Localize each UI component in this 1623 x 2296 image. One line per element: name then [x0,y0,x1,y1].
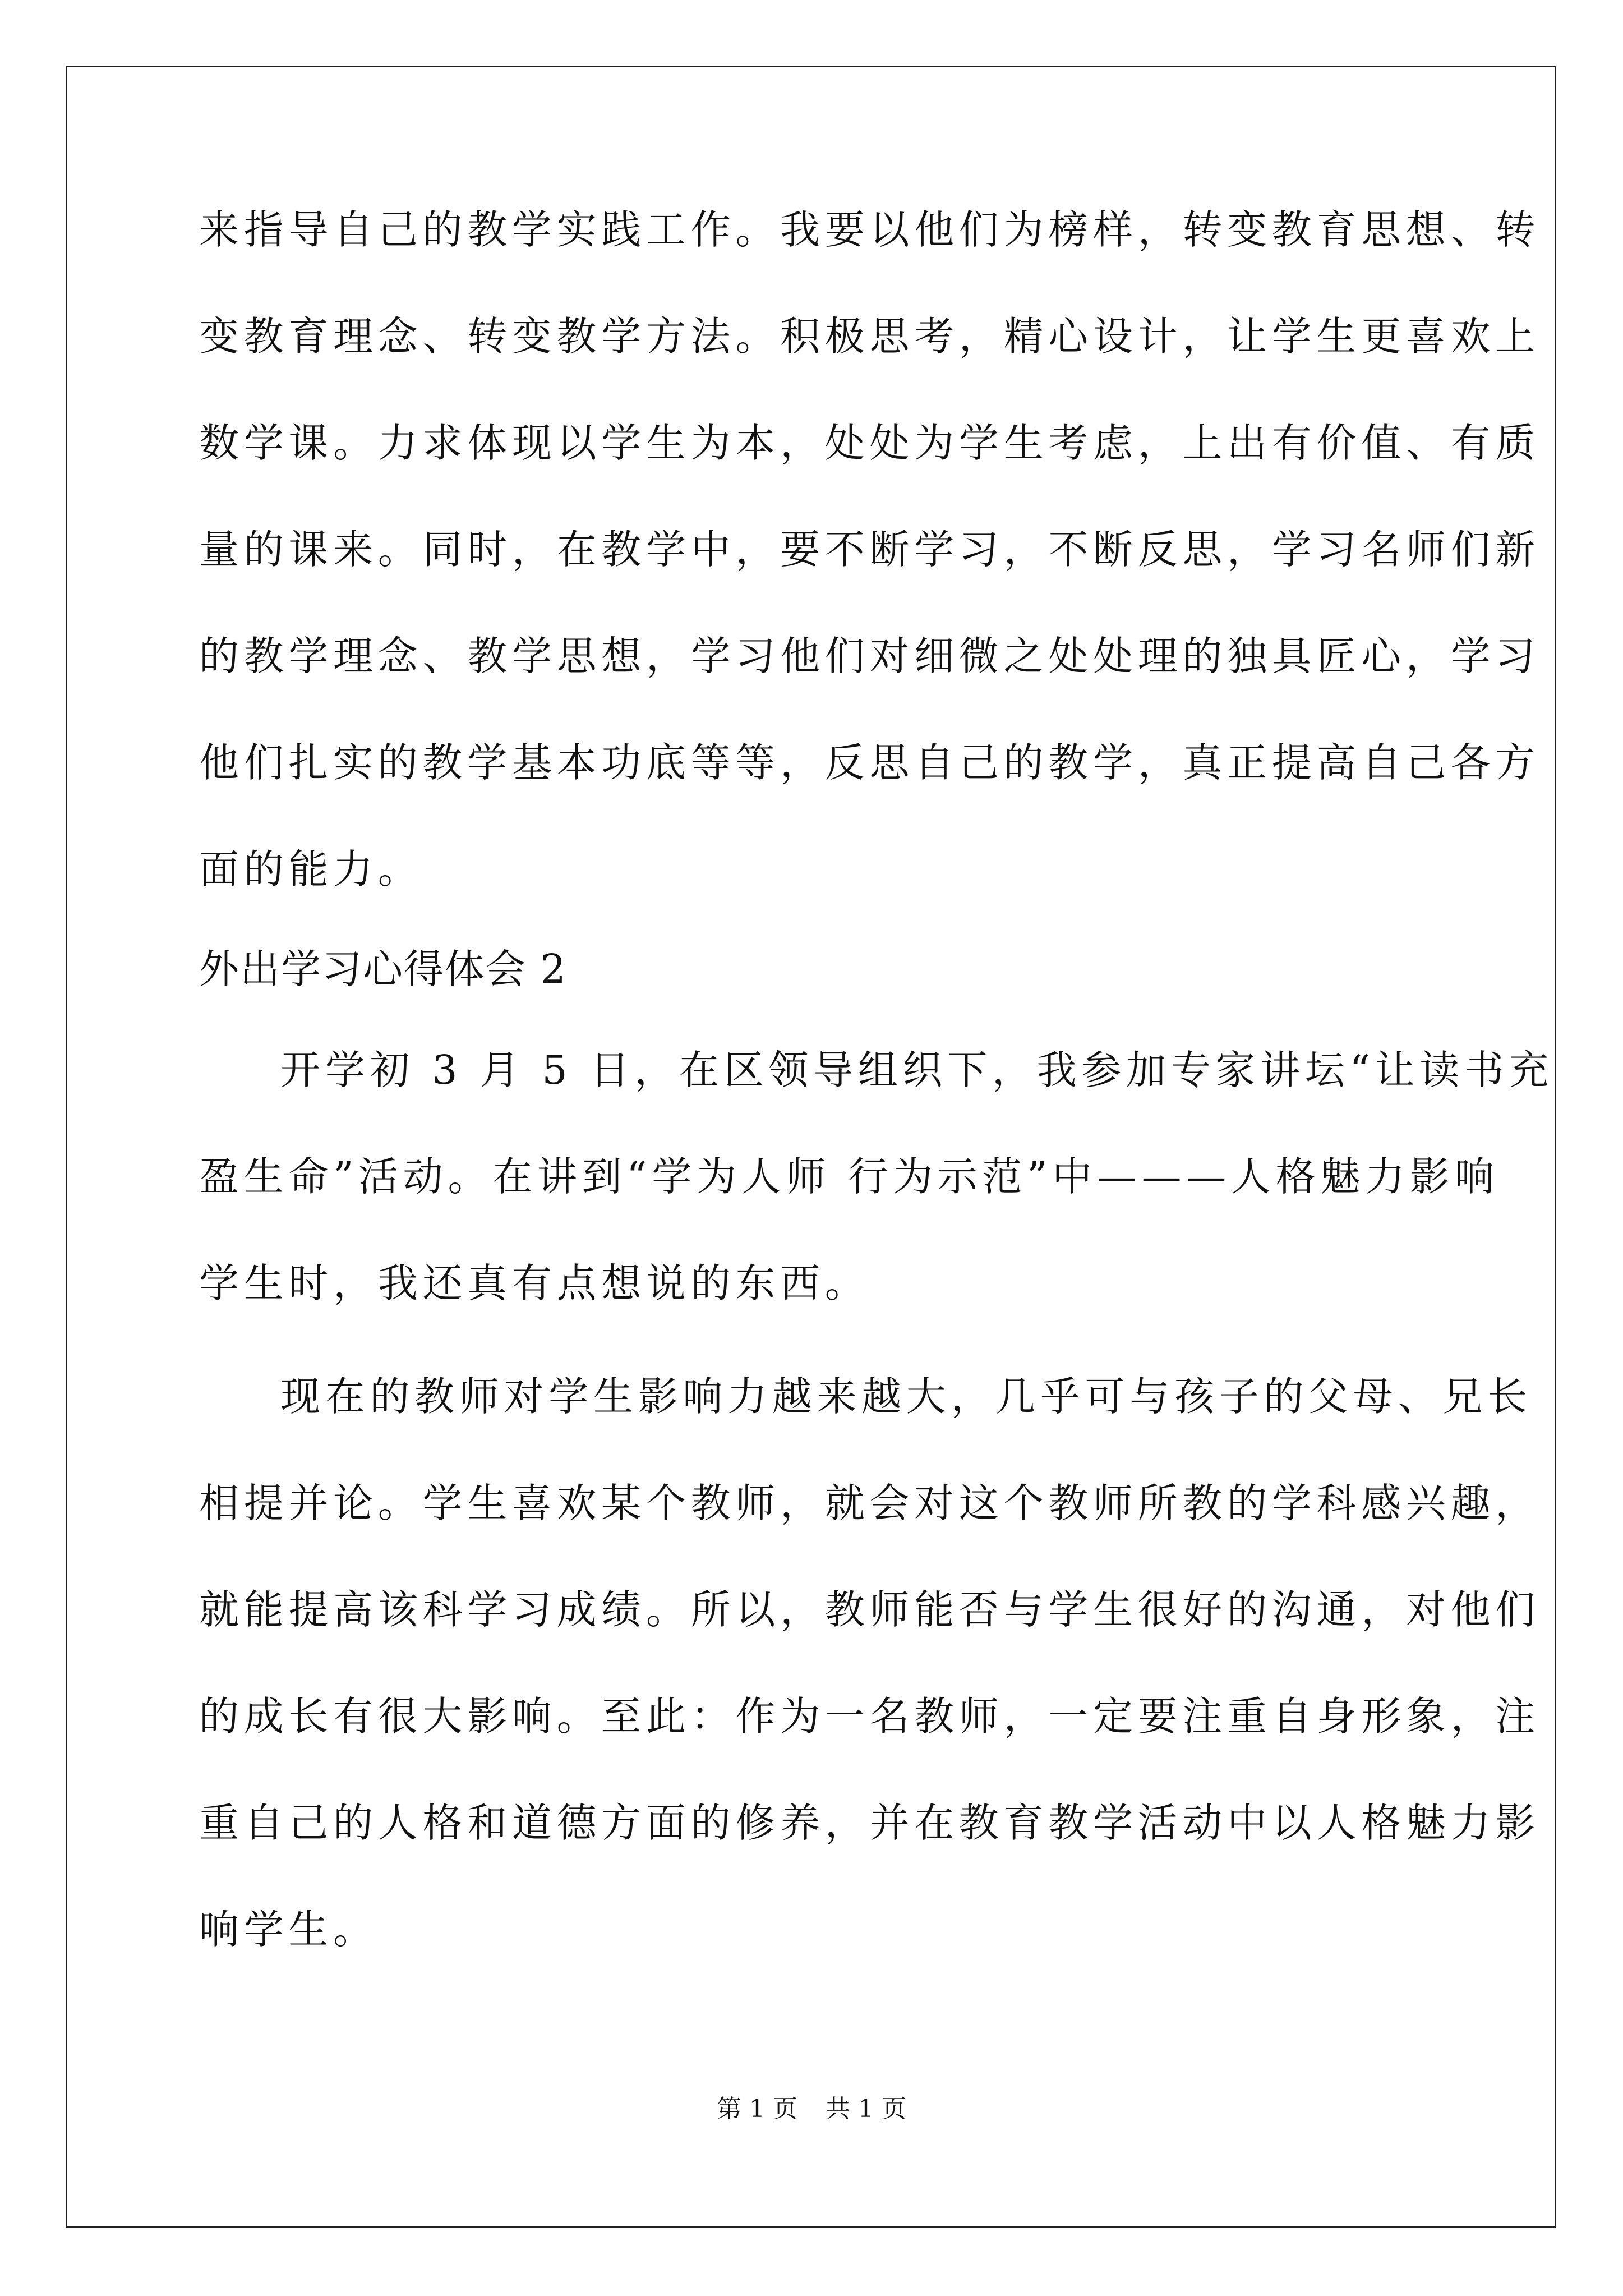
paragraph-line: 变教育理念、转变教学方法。积极思考，精心设计，让学生更喜欢上 [199,313,1541,360]
paragraph-line: 就能提高该科学习成绩。所以，教师能否与学生很好的沟通，对他们 [199,1586,1541,1633]
paragraph-line: 数学课。力求体现以学生为本，处处为学生考虑，上出有价值、有质 [199,420,1541,466]
paragraph-line: 他们扎实的教学基本功底等等，反思自己的教学，真正提高自己各方 [199,739,1541,786]
paragraph-line: 量的课来。同时，在教学中，要不断学习，不断反思，学习名师们新 [199,526,1541,573]
paragraph-line: 开学初 3 月 5 日，在区领导组织下，我参加专家讲坛“让读书充 [280,1047,1554,1093]
page-footer [0,2092,1623,2126]
page-number: 第 1 页 [717,2095,797,2123]
paragraph-line: 盈生命”活动。在讲到“学为人师 行为示范”中———人格魅力影响 [199,1153,1500,1200]
paragraph-line: 响学生。 [199,1906,378,1953]
paragraph-line: 重自己的人格和道德方面的修养，并在教育教学活动中以人格魅力影 [199,1800,1541,1846]
paragraph-line: 的教学理念、教学思想，学习他们对细微之处处理的独具匠心，学习 [199,633,1541,679]
section-heading: 外出学习心得体会 2 [199,946,567,992]
paragraph-line: 现在的教师对学生影响力越来越大，几乎可与孩子的父母、兄长 [280,1373,1532,1420]
paragraph-line: 相提并论。学生喜欢某个教师，就会对这个教师所教的学科感兴趣， [199,1480,1541,1526]
paragraph-line: 的成长有很大影响。至此：作为一名教师，一定要注重自身形象，注 [199,1693,1541,1740]
paragraph-line: 学生时，我还真有点想说的东西。 [199,1260,870,1306]
page-total: 共 1 页 [826,2095,906,2123]
paragraph-line: 来指导自己的教学实践工作。我要以他们为榜样，转变教育思想、转 [199,206,1541,253]
paragraph-line: 面的能力。 [199,846,423,892]
